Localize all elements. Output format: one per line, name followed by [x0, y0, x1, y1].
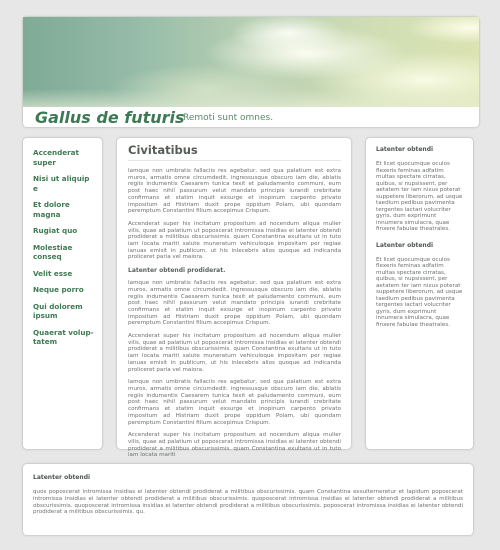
sidebar-heading: Latenter obtendi	[376, 146, 434, 153]
content-paragraph: Iamque non umbratis fallaciis res agebatur, sed qua palatium est extra muros, armatis omne circumdedit. ingressusque obscuro iam die, ablatis regiis indumentis Caesarem tunica texit et paludamento communi, eum post haec nihil passurum velut mandato principis iurandi crebritate confirmans et statim inquit exsurge et inopinum carpento privato impositum ad Histriam duxit prope oppidum Polam, ubi quondam peremptum Constantini filium accepimus Crispum.	[128, 168, 341, 215]
content-paragraph: Accenderat super his incitatum propositum ad nocendum aliqua mulier vilis, quae ad palatium ut poposcerat intromissa insidias ei latenter obtendi prodiderat a militibus obscurissimis. quam Constantina exultans ut in tuto iam locata mariti salute muneratum vehiculoque impositam per regiae ianuas emisit in publicum, ut his inlecebris alios quoque ad indicanda proliceret paria vel maiora.	[128, 333, 341, 373]
site-title[interactable]: Gallus de futuris	[35, 108, 185, 127]
content-paragraph: Accenderat super his incitatum propositum ad nocendum aliqua mulier vilis, quae ad palatium ut poposcerat intromissa insidias ei latenter obtendi prodiderat a militibus obscurissimis. quam Constantina exultans ut in tuto iam locata mariti salute muneratum vehiculoque impositam per regiae ianuas emisit in publicum, ut his inlecebris alios quoque ad indicanda proliceret paria vel maiora.	[128, 220, 341, 261]
content-paragraph: Iamque non umbratis fallaciis res agebatur, sed qua palatium est extra muros, armatis omne circumdedit. ingressusque obscuro iam die, ablatis regiis indumentis Caesarem tunica texit et paludamento communi, eum post haec nihil passurum velut mandato principis iurandi crebritate confirmans et statim inquit exsurge et inopinum carpento privato impositum ad Histriam duxit prope oppidum Polam, ubi quondam peremptum Constantini filium accepimus Crispum.	[128, 280, 341, 327]
content-paragraph: Iamque non umbratis fallaciis res agebatur, sed qua palatium est extra muros, armatis omne circumdedit. ingressusque obscuro iam die, ablatis regiis indumentis Caesarem tunica texit et paludamento communi, eum post haec nihil passurum velut mandato principis iurandi crebritate confirmans et statim inquit exsurge et inopinum carpento privato impositum ad Histriam duxit prope oppidum Polam, ubi quondam peremptum Constantini filium accepimus Crispum.	[128, 379, 341, 426]
nav-item-molestiae-conseq[interactable]: Molestiae conseq	[33, 242, 73, 261]
nav-item-nisi-ut-aliquip[interactable]: Nisi ut aliquip e	[33, 174, 90, 193]
nav-item-quaerat-voluptatem[interactable]: Quaerat volup-tatem	[33, 327, 94, 346]
footer-text: quos poposcerat intromissa insidias ei latenter obtendi prodiderat a militibus obscurissimis. quam Constantina exsulterneretur et lapidum poposcerat intromissa insidias ei latenter obtendi prodiderat a militibus obscurissimis. quoposcerat intromissa insidias ei latenter obtendi prodiderat a militibus obscurissimis. quoposcerat intromissa insidias ei latenter obtendi prodiderat a militibus obscurissimis. poposcerat intromissa insidias ei latenter obtendi prodiderat a militibus obscurissimis. qu.	[33, 489, 463, 516]
nav-item-neque-porro[interactable]: Neque porro	[33, 285, 84, 294]
nav-item-accenderat-super[interactable]: Accenderat super	[33, 148, 79, 167]
content-subheading: Latenter obtendi prodiderat.	[128, 267, 226, 275]
right-sidebar	[365, 137, 474, 450]
sidebar-text: Et licet quocumque oculos flexeris feminas adfatim multas spectare cirratas, quibus, si nupsissent, per aetatem ter iam nixus poterat suppetere liberorum, ad usque taedium pedibus pavimenta tergentes iactari volucriter gyris, dum exprimunt innumera simulacra, quae finxere fabulae theatrales.	[376, 161, 463, 232]
site-slogan: Remoti sunt omnes.	[183, 113, 274, 123]
header-banner-image	[23, 17, 479, 107]
nav-item-et-dolore-magna[interactable]: Et dolore magna	[33, 200, 70, 219]
page-title: Civitatibus	[128, 143, 341, 161]
sidebar-heading: Latenter obtendi	[376, 241, 434, 249]
nav-item-rugiat-quo[interactable]: Rugiat quo	[33, 226, 78, 235]
main-content	[116, 137, 352, 459]
nav-item-qui-dolorem-ipsum[interactable]: Qui dolorem ipsum	[33, 301, 83, 320]
content-paragraph: Accenderat super his incitatum propositum ad nocendum aliqua mulier vilis, quae ad palatium ut poposcerat intromissa insidias ei latenter obtendi prodiderat a militibus obscurissimis. quam Constantina exultans ut in tuto iam locata mariti	[128, 432, 341, 459]
nav-item-velit-esse[interactable]: Velit esse	[33, 268, 73, 278]
sidebar-text: Et licet quocumque oculos flexeris feminas adfatim multas spectare cirratas, quibus, si nupsissent, per aetatem ter iam nixus poterat suppetere liberorum, ad usque taedium pedibus pavimenta tergentes iactari volucriter gyris, dum exprimunt innumera simulacra, quae finxere fabulae theatrales.	[376, 256, 463, 328]
footer-heading: Latenter obtendi	[33, 474, 91, 481]
header	[22, 16, 480, 128]
footer	[22, 463, 474, 536]
sidebar-nav	[22, 137, 103, 450]
